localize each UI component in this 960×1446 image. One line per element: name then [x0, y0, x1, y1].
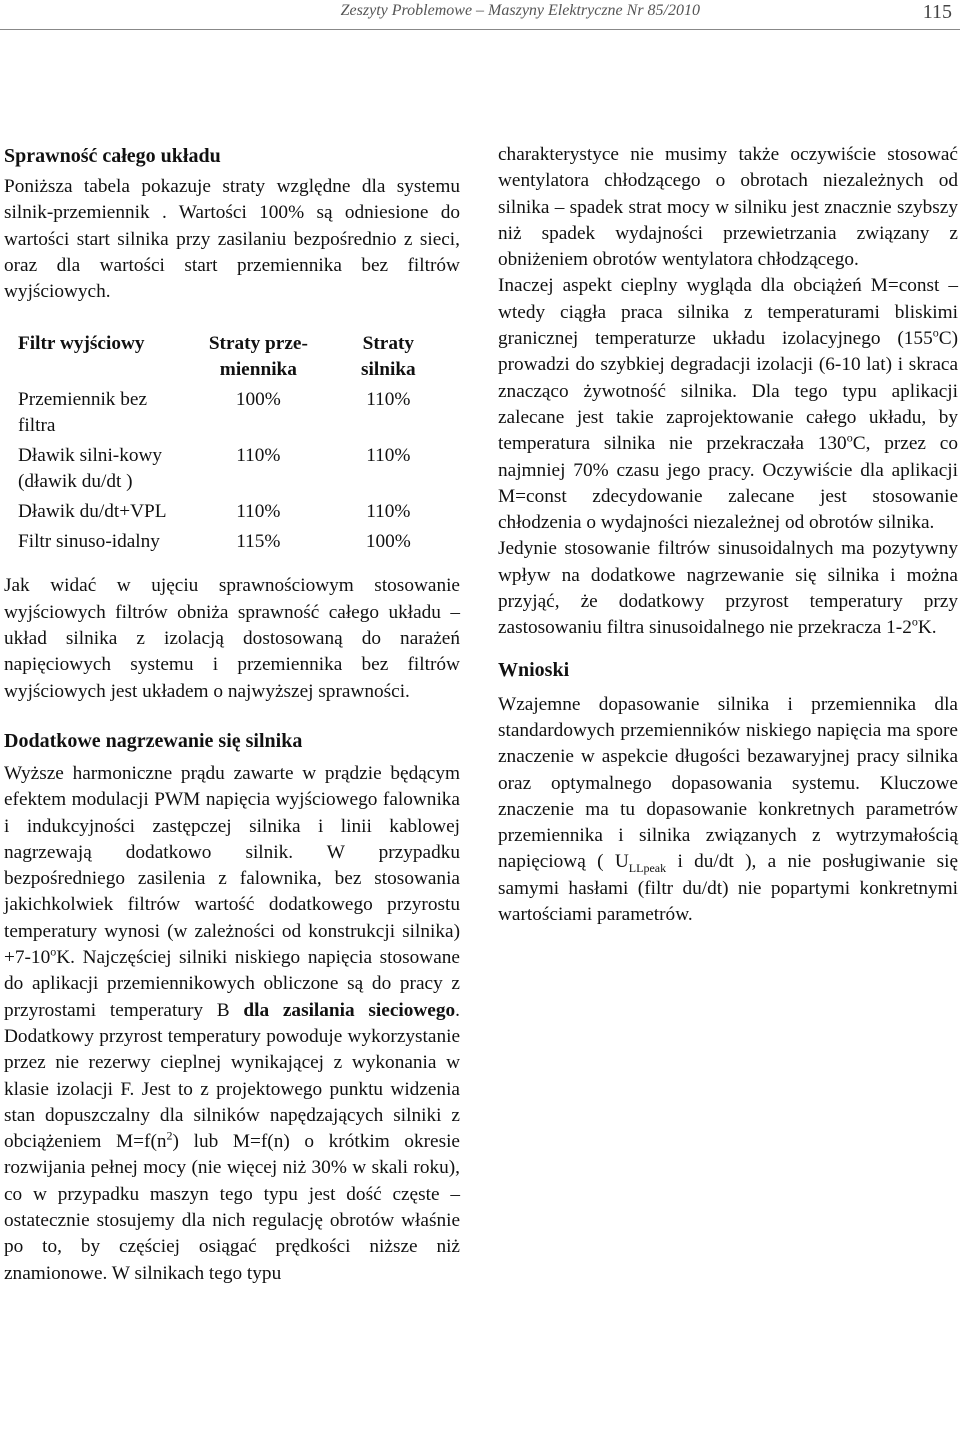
text-span: . Dodatkowy przyrost temperatury powoduje wykorzystanie przez nie rezerwy cieplnej wynikającej z wykonania w klasie izolacji F. Jest to z projektowego punktu widzenia stan dopuszczalny dla silników napędzających silniki z obciążeniem M=f(n: [4, 999, 460, 1153]
subscript: LLpeak: [628, 861, 667, 876]
table-row: [14, 525, 440, 555]
header-motor-losses: Straty silnika: [361, 333, 416, 381]
text-span: K.: [917, 617, 937, 639]
text-span: Wzajemne dopasowanie silnika i przemiennika dla standardowych przemienników niskiego napięcia ma spore znaczenie w aspekcie długości bezawaryjnej pracy silnika oraz optymalnego dopasowania systemu. Kluczowe znaczenie ma tu dopasowanie konkretnych parametrów przemiennika i silnika związanych z wytrzymałością napięciową ( U: [498, 693, 958, 873]
section-heading-conclusions: Wnioski: [498, 658, 570, 681]
journal-title: Zeszyty Problemowe – Maszyny Elektryczne Nr 85/2010: [340, 2, 700, 19]
text-span: Wyższe harmoniczne prądu zawarte w prądzie będącym efektem modulacji PWM napięcia wyjściowego falownika i indukcyjności zastępczej silnika i linii kablowej nagrzewają dodatkowo silnik. W przypadku bezpośredniego zasilenia z falownika, bez stosowania jakichkolwiek filtrów wartość dodatkowego przyrostu temperatury wynosi (w zależności od konstrukcji silnika) +7-10: [4, 762, 460, 969]
bold-phrase: dla zasilania sieciowego: [243, 999, 456, 1021]
table-cell-filter: Filtr sinuso-idalny: [18, 531, 160, 553]
table-cell-converter-loss: 110%: [236, 445, 281, 467]
paragraph-efficiency-conclusion: Jak widać w ujęciu sprawnościowym stosowanie wyjściowych filtrów obniża sprawność całego układu – układ silnika z izolacją dostosowaną do narażeń napięciowych systemu i przemiennika bez filtrów wyjściowych jest układem o najwyższej sprawności.: [4, 575, 460, 702]
superscript: o: [50, 944, 57, 959]
table-cell-motor-loss: 110%: [366, 501, 411, 523]
paragraph-thermal-const-load: [498, 273, 958, 536]
header-converter-losses: Straty prze-miennika: [208, 333, 308, 381]
text-span: i du/dt ), a nie posługiwanie się samymi hasłami (filtr du/dt) nie popartymi konkretnymi wartościami parametrów.: [498, 851, 958, 926]
text-span: Najczęściej silniki niskiego napięcia stosowane do aplikacji przemiennikowych obliczone są do pracy z przyrostami temperatury B: [4, 947, 460, 1021]
text-span: C, przez co najmniej 70% czasu jego pracy. Oczywiście dla aplikacji M=const zdecydowanie zalecane jest stosowanie chłodzenia o wydajności niezależnej od obrotów silnika.: [498, 433, 958, 534]
losses-table: [14, 331, 440, 555]
table-cell-filter: Dławik du/dt+VPL: [18, 501, 167, 523]
table-cell-converter-loss: 110%: [236, 501, 281, 523]
header-output-filter: Filtr wyjściowy: [18, 333, 145, 355]
superscript: o: [911, 614, 918, 629]
text-span: Inaczej aspekt cieplny wygląda dla obciążeń M=const – wtedy ciągła praca silnika z temperaturami bliskimi granicznej temperaturze układu izolacyjnego (155: [498, 275, 958, 350]
table-cell-converter-loss: 115%: [236, 531, 281, 553]
table-row: [14, 495, 440, 525]
table-cell-motor-loss: 100%: [365, 531, 411, 553]
superscript: o: [846, 430, 853, 445]
superscript: o: [932, 325, 939, 340]
section-heading-heating: Dodatkowe nagrzewanie się silnika: [4, 729, 303, 752]
paragraph-cooling: charakterystyce nie musimy także oczywiście stosować wentylatora chłodzącego o obrotach niezależnych od silnika – spadek strat mocy w silniku jest znacznie szybszy niż spadek wydajności przewietrzania związany z obniżeniem obrotów wentylatora chłodzącego.: [498, 144, 958, 271]
left-column: [4, 142, 460, 1287]
paragraph-conclusions: [498, 692, 958, 929]
table-cell-motor-loss: 110%: [366, 389, 411, 411]
text-span: C) prowadzi do szybkiej degradacji izolacji (6-10 lat) i skraca znacząco żywotność silnika. Dla tego typu aplikacji zalecane jest takie zaprojektowanie całego układu, by temperatura silnika nie przekraczała 130: [498, 328, 958, 455]
table-header-row: [14, 331, 440, 383]
paragraph-sinus-filters: [498, 536, 958, 641]
table-row: [14, 439, 440, 495]
table-cell-filter: Dławik silni-kowy (dławik du/dt ): [18, 445, 163, 493]
page-header: [0, 0, 960, 30]
text-span: K.: [56, 947, 83, 969]
table-row: [14, 383, 440, 439]
table-cell-motor-loss: 110%: [366, 445, 411, 467]
table-cell-converter-loss: 100%: [235, 389, 281, 411]
table-cell-filter: Przemiennik bez filtra: [18, 389, 148, 437]
superscript: 2: [166, 1128, 173, 1143]
right-column: [498, 142, 958, 928]
text-span: Jedynie stosowanie filtrów sinusoidalnych ma pozytywny wpływ na dodatkowe nagrzewanie się silnika i można przyjąć, że dodatkowy przyrost temperatury przy zastosowaniu filtra sinusoidalnego nie przekracza 1-2: [498, 538, 958, 639]
paragraph-efficiency-intro: Poniższa tabela pokazuje straty względne dla systemu silnik-przemiennik . Wartości 100% są odniesione do wartości start silnika przy zasilaniu bezpośrednio z sieci, oraz dla wartości start przemiennika bez filtrów wyjściowych.: [4, 176, 460, 303]
paragraph-heating: [4, 761, 460, 1287]
page-number: 115: [922, 1, 952, 23]
text-span: ) lub M=f(n) o krótkim okresie rozwijania pełnej mocy (nie więcej niż 30% w skali roku), co w przypadku maszyn tego typu jest dość częste – ostatecznie stosujemy dla nich regulację obrotów właśnie po to, by częściej osiągać prędkości niższe niż znamionowe. W silnikach tego typu: [4, 1131, 460, 1284]
section-heading-efficiency: Sprawność całego układu: [4, 145, 221, 167]
